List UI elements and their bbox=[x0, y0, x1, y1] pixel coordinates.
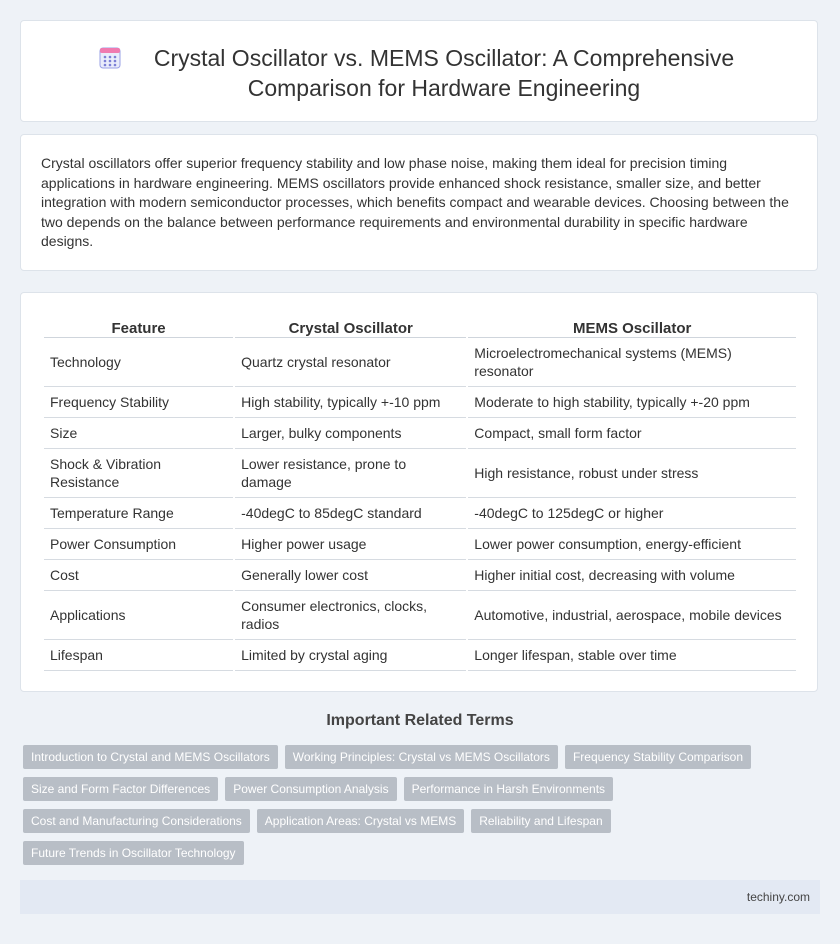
row-crystal: -40degC to 85degC standard bbox=[235, 498, 466, 529]
related-tag[interactable]: Working Principles: Crystal vs MEMS Oscillators bbox=[285, 745, 558, 769]
table-row bbox=[44, 529, 796, 560]
row-feature: Shock & Vibration Resistance bbox=[44, 449, 233, 498]
row-feature: Applications bbox=[44, 591, 233, 640]
comparison-table bbox=[42, 313, 798, 671]
page-title: Crystal Oscillator vs. MEMS Oscillator: A Comprehensive Comparison for Hardware Engineering bbox=[153, 45, 735, 101]
footer-site-link[interactable]: techiny.com bbox=[746, 890, 810, 904]
row-mems: Moderate to high stability, typically +-20 ppm bbox=[468, 387, 796, 418]
related-tag[interactable]: Reliability and Lifespan bbox=[471, 809, 610, 833]
related-terms-list bbox=[23, 745, 783, 873]
row-crystal: Consumer electronics, clocks, radios bbox=[235, 591, 466, 640]
related-tag[interactable]: Cost and Manufacturing Considerations bbox=[23, 809, 250, 833]
table-row bbox=[44, 498, 796, 529]
related-tag[interactable]: Power Consumption Analysis bbox=[225, 777, 396, 801]
table-row bbox=[44, 640, 796, 671]
intro-paragraph: Crystal oscillators offer superior frequency stability and low phase noise, making them ideal for precision timing applications in hardware engineering. MEMS oscillators provide enhanced shock resistance, smaller size, and better integration with modern semiconductor processes, which benefits compact and wearable devices. Choosing between the two depends on the balance between performance requirements and environmental durability in specific hardware designs. bbox=[41, 155, 789, 249]
row-feature: Power Consumption bbox=[44, 529, 233, 560]
footer bbox=[20, 880, 820, 914]
table-row bbox=[44, 418, 796, 449]
row-mems: Lower power consumption, energy-efficient bbox=[468, 529, 796, 560]
header-feature: Feature bbox=[44, 313, 233, 338]
row-mems: Microelectromechanical systems (MEMS) resonator bbox=[468, 338, 796, 387]
row-mems: Longer lifespan, stable over time bbox=[468, 640, 796, 671]
header-crystal: Crystal Oscillator bbox=[235, 313, 466, 338]
row-feature: Lifespan bbox=[44, 640, 233, 671]
row-crystal: Lower resistance, prone to damage bbox=[235, 449, 466, 498]
row-feature: Technology bbox=[44, 338, 233, 387]
related-tag[interactable]: Frequency Stability Comparison bbox=[565, 745, 751, 769]
row-mems: Higher initial cost, decreasing with volume bbox=[468, 560, 796, 591]
row-mems: Automotive, industrial, aerospace, mobile devices bbox=[468, 591, 796, 640]
table-row bbox=[44, 449, 796, 498]
related-tag[interactable]: Size and Form Factor Differences bbox=[23, 777, 218, 801]
related-terms-title: Important Related Terms bbox=[326, 712, 514, 729]
table-row bbox=[44, 387, 796, 418]
row-feature: Temperature Range bbox=[44, 498, 233, 529]
table-row bbox=[44, 338, 796, 387]
row-crystal: Larger, bulky components bbox=[235, 418, 466, 449]
comparison-table-card bbox=[20, 292, 818, 692]
row-feature: Size bbox=[44, 418, 233, 449]
row-mems: -40degC to 125degC or higher bbox=[468, 498, 796, 529]
header-mems: MEMS Oscillator bbox=[468, 313, 796, 338]
related-tag[interactable]: Future Trends in Oscillator Technology bbox=[23, 841, 244, 865]
related-tag[interactable]: Introduction to Crystal and MEMS Oscillators bbox=[23, 745, 278, 769]
intro-card bbox=[20, 134, 818, 271]
row-crystal: Limited by crystal aging bbox=[235, 640, 466, 671]
row-crystal: High stability, typically +-10 ppm bbox=[235, 387, 466, 418]
row-mems: High resistance, robust under stress bbox=[468, 449, 796, 498]
row-crystal: Higher power usage bbox=[235, 529, 466, 560]
title-card bbox=[20, 20, 818, 122]
row-crystal: Quartz crystal resonator bbox=[235, 338, 466, 387]
row-feature: Cost bbox=[44, 560, 233, 591]
row-feature: Frequency Stability bbox=[44, 387, 233, 418]
table-header-row bbox=[44, 313, 796, 338]
related-tag[interactable]: Performance in Harsh Environments bbox=[404, 777, 613, 801]
related-tag[interactable]: Application Areas: Crystal vs MEMS bbox=[257, 809, 464, 833]
table-row bbox=[44, 591, 796, 640]
row-crystal: Generally lower cost bbox=[235, 560, 466, 591]
table-row bbox=[44, 560, 796, 591]
row-mems: Compact, small form factor bbox=[468, 418, 796, 449]
